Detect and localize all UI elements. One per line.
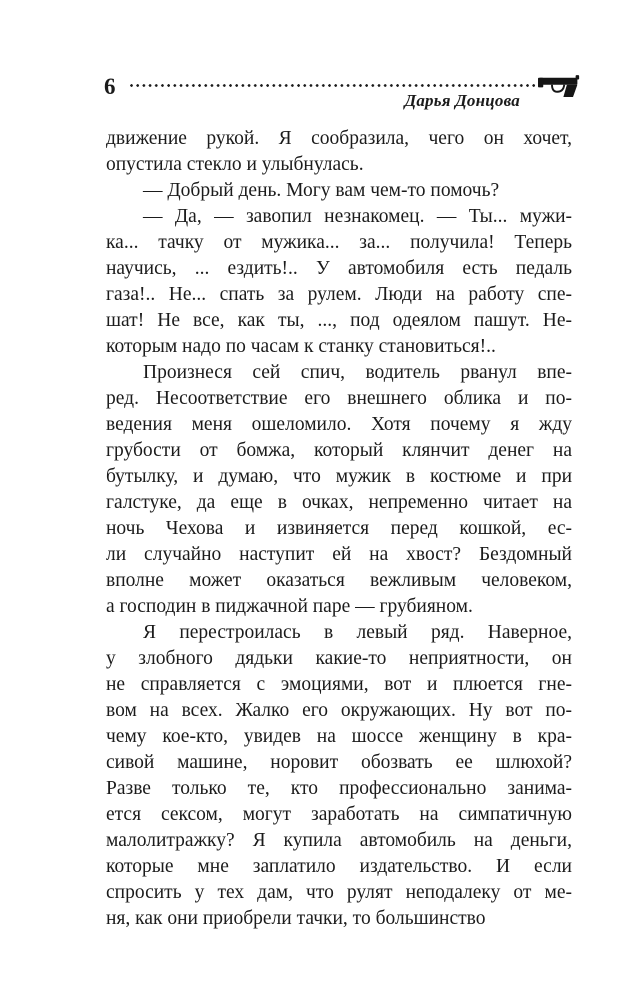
text-line: Произнеся сей спич, водитель рванул впе- xyxy=(143,362,572,383)
paragraph xyxy=(106,126,572,178)
page-header xyxy=(104,74,572,118)
page-number: 6 xyxy=(104,74,116,99)
paragraph xyxy=(106,204,572,360)
text-line: не справляется с эмоциями, вот и плюется гне- xyxy=(106,674,572,695)
paragraph xyxy=(106,178,572,204)
text-line: чему кое-кто, увидев на шоссе женщину в кра- xyxy=(106,726,572,747)
text-line: спросить у тех дам, что рулят неподалеку от ме- xyxy=(106,882,572,903)
text-line: шат! Не все, как ты, ..., под одеялом пашут. Не- xyxy=(106,310,572,331)
text-line: научись, ... ездить!.. У автомобиля есть педаль xyxy=(106,258,572,279)
paragraph xyxy=(106,620,572,932)
text-line: вом на всех. Жалко его окружающих. Ну вот по- xyxy=(106,700,572,721)
text-line: у злобного дядьки какие-то неприятности, он xyxy=(106,648,572,669)
text-line: ночь Чехова и извиняется перед кошкой, ес- xyxy=(106,518,572,539)
text-line: — Да, — завопил незнакомец. — Ты... мужи- xyxy=(143,206,572,227)
text-line: — Добрый день. Могу вам чем-то помочь? xyxy=(143,180,500,201)
text-line: сивой машине, норовит обозвать ее шлюхой? xyxy=(106,752,572,773)
text-line: газа!.. Не... спать за рулем. Люди на работу спе- xyxy=(106,284,572,305)
text-line: вполне может оказаться вежливым человеком, xyxy=(106,570,572,591)
text-line: ред. Несоответствие его внешнего облика и по- xyxy=(106,388,572,409)
text-line: которым надо по часам к станку становиться!.. xyxy=(106,336,496,357)
text-line: галстуке, да еще в очках, непременно читает на xyxy=(106,492,572,513)
text-line: грубости от бомжа, который клянчит денег на xyxy=(106,440,572,461)
paragraph xyxy=(106,360,572,620)
text-line: которые мне заплатило издательство. И если xyxy=(106,856,572,877)
gun-icon xyxy=(538,75,580,98)
text-line: Разве только те, кто профессионально занима- xyxy=(106,778,572,799)
text-line: ведения меня ошеломило. Хотя почему я жду xyxy=(106,414,572,435)
text-line: ка... тачку от мужика... за... получила! Теперь xyxy=(106,232,572,253)
author-name: Дарья Донцова xyxy=(404,91,520,110)
text-line: малолитражку? Я купила автомобиль на деньги, xyxy=(106,830,572,851)
header-dotted-rule xyxy=(130,84,538,87)
text-line: движение рукой. Я сообразила, чего он хочет, xyxy=(106,128,572,149)
text-line: бутылку, и думаю, что мужик в костюме и при xyxy=(106,466,572,487)
text-line: ня, как они приобрели тачки, то большинство xyxy=(106,908,486,929)
text-line: Я перестроилась в левый ряд. Наверное, xyxy=(143,622,572,643)
text-line: ется сексом, могут заработать на симпатичную xyxy=(106,804,572,825)
text-line: а господин в пиджачной паре — грубияном. xyxy=(106,596,473,617)
page-text xyxy=(106,126,572,932)
text-line: опустила стекло и улыбнулась. xyxy=(106,154,364,175)
text-line: ли случайно наступит ей на хвост? Бездомный xyxy=(106,544,572,565)
